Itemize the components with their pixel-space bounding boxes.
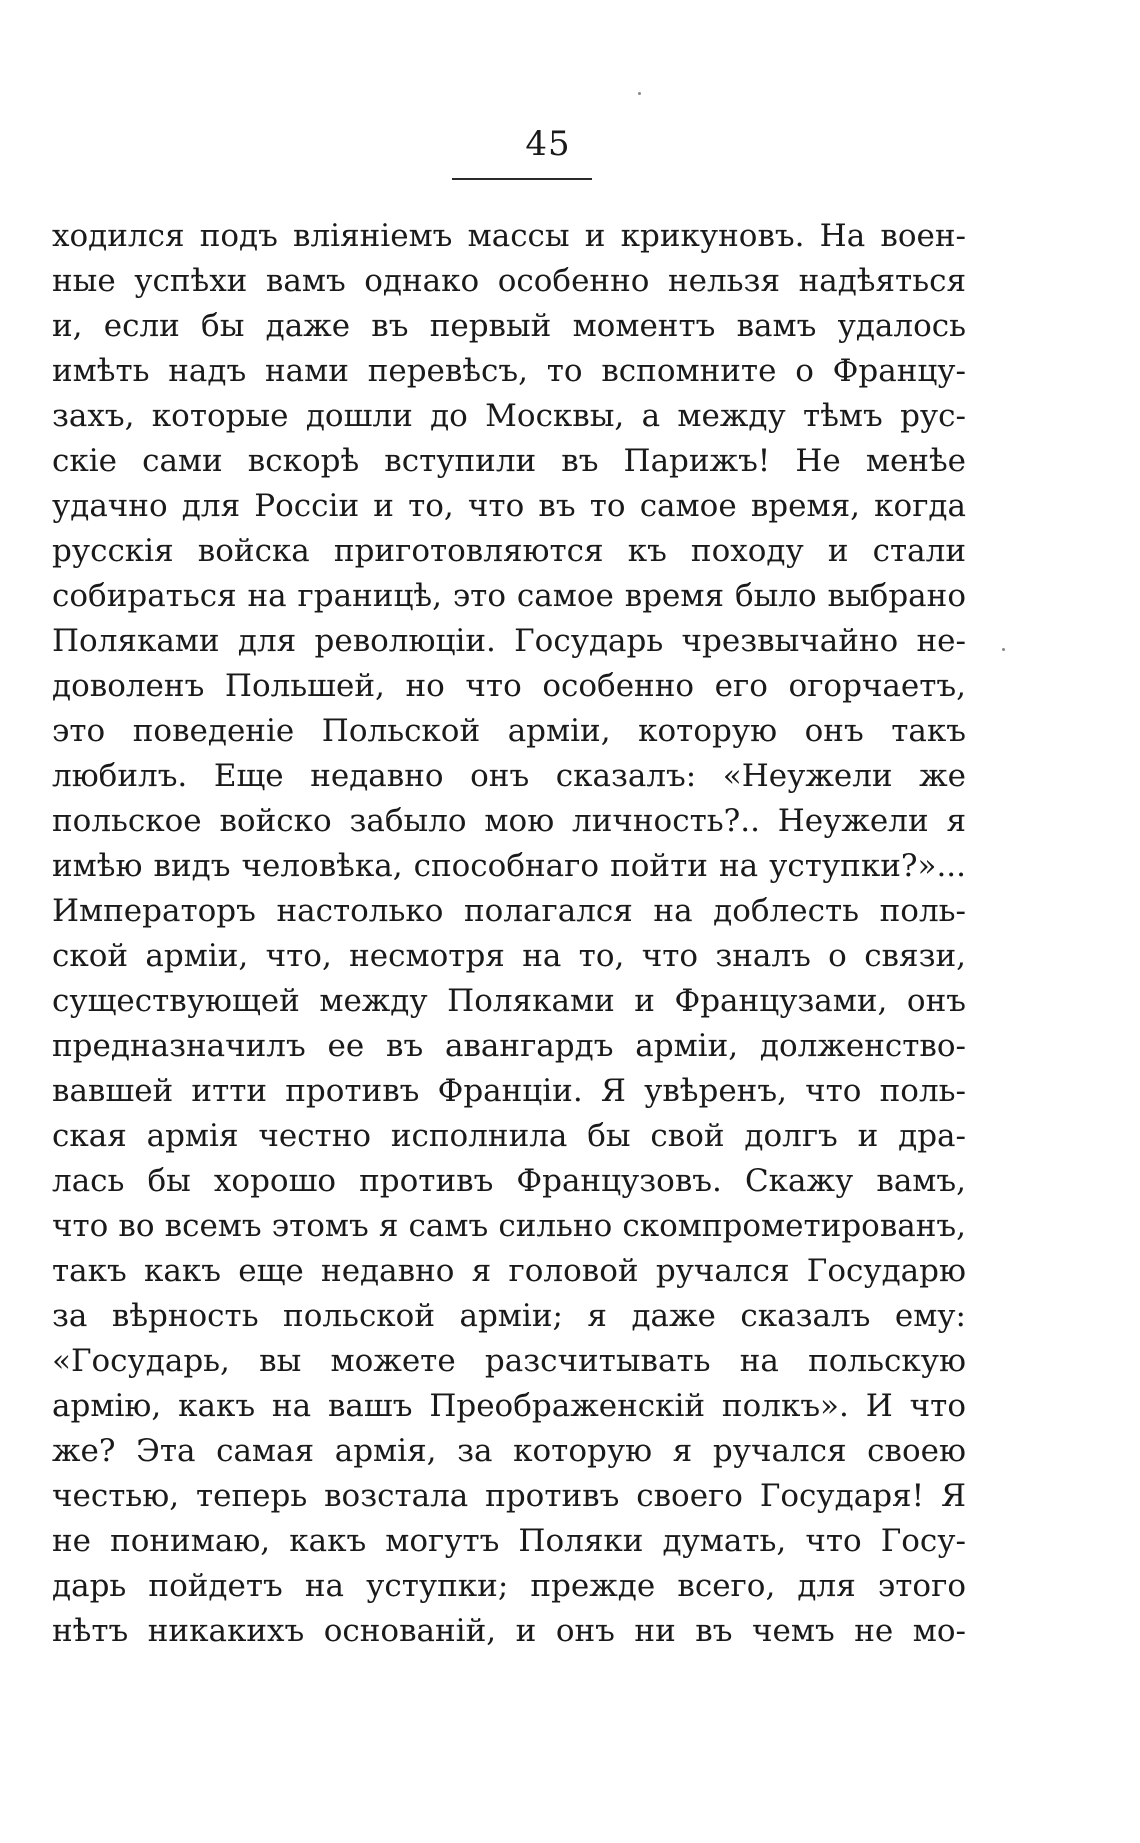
- text-line: лась бы хорошо противъ Французовъ. Скажу вамъ,: [52, 1163, 966, 1199]
- text-line: удачно для Россіи и то, что въ то самое время, когда: [52, 488, 966, 524]
- text-line: ходился подъ вліяніемъ массы и крикуновъ. На воен-: [52, 218, 966, 254]
- text-line: вавшей итти противъ Франціи. Я увѣренъ, что поль-: [52, 1073, 966, 1109]
- text-line: ская армія честно исполнила бы свой долгъ и дра-: [52, 1118, 966, 1154]
- text-line: нѣтъ никакихъ основаній, и онъ ни въ чемъ не мо-: [52, 1613, 966, 1649]
- text-line: доволенъ Польшей, но что особенно его огорчаетъ,: [52, 668, 966, 704]
- text-line: захъ, которые дошли до Москвы, а между тѣмъ рус-: [52, 398, 966, 434]
- text-line: дарь пойдетъ на уступки; прежде всего, для этого: [52, 1568, 966, 1604]
- header-rule: [452, 178, 592, 180]
- text-line: не понимаю, какъ могутъ Поляки думать, что Госу-: [52, 1523, 966, 1559]
- text-line: имѣть надъ нами перевѣсъ, то вспомните о Францу-: [52, 353, 966, 389]
- text-line: существующей между Поляками и Французами, онъ: [52, 983, 966, 1019]
- body-text: [52, 214, 966, 1654]
- text-line: польское войско забыло мою личность?.. Неужели я: [52, 803, 966, 839]
- text-line: за вѣрность польской арміи; я даже сказалъ ему:: [52, 1298, 966, 1334]
- text-line: же? Эта самая армія, за которую я ручался своею: [52, 1433, 966, 1469]
- text-line: армію, какъ на вашъ Преображенскій полкъ». И что: [52, 1388, 966, 1424]
- text-line: такъ какъ еще недавно я головой ручался Государю: [52, 1253, 966, 1289]
- text-line: Императоръ настолько полагался на доблесть поль-: [52, 893, 966, 929]
- text-line: «Государь, вы можете разсчитывать на польскую: [52, 1343, 966, 1379]
- text-line: что во всемъ этомъ я самъ сильно скомпрометированъ,: [52, 1208, 966, 1244]
- text-line: имѣю видъ человѣка, способнаго пойти на уступки?»...: [52, 848, 966, 884]
- text-line: скіе сами вскорѣ вступили въ Парижъ! Не менѣе: [52, 443, 966, 479]
- text-line: любилъ. Еще недавно онъ сказалъ: «Неужели же: [52, 758, 966, 794]
- scan-speck: [1002, 648, 1005, 651]
- page-number: 45: [525, 124, 571, 164]
- text-line: собираться на границѣ, это самое время было выбрано: [52, 578, 966, 614]
- text-line: ные успѣхи вамъ однако особенно нельзя надѣяться: [52, 263, 966, 299]
- text-line: предназначилъ ее въ авангардъ арміи, долженство-: [52, 1028, 966, 1064]
- text-line: русскія войска приготовляются къ походу и стали: [52, 533, 966, 569]
- text-line: и, если бы даже въ первый моментъ вамъ удалось: [52, 308, 966, 344]
- scan-speck: [638, 92, 641, 95]
- text-line: Поляками для революціи. Государь чрезвычайно не-: [52, 623, 966, 659]
- text-line: честью, теперь возстала противъ своего Государя! Я: [52, 1478, 966, 1514]
- text-line: это поведеніе Польской арміи, которую онъ такъ: [52, 713, 966, 749]
- text-line: ской арміи, что, несмотря на то, что зналъ о связи,: [52, 938, 966, 974]
